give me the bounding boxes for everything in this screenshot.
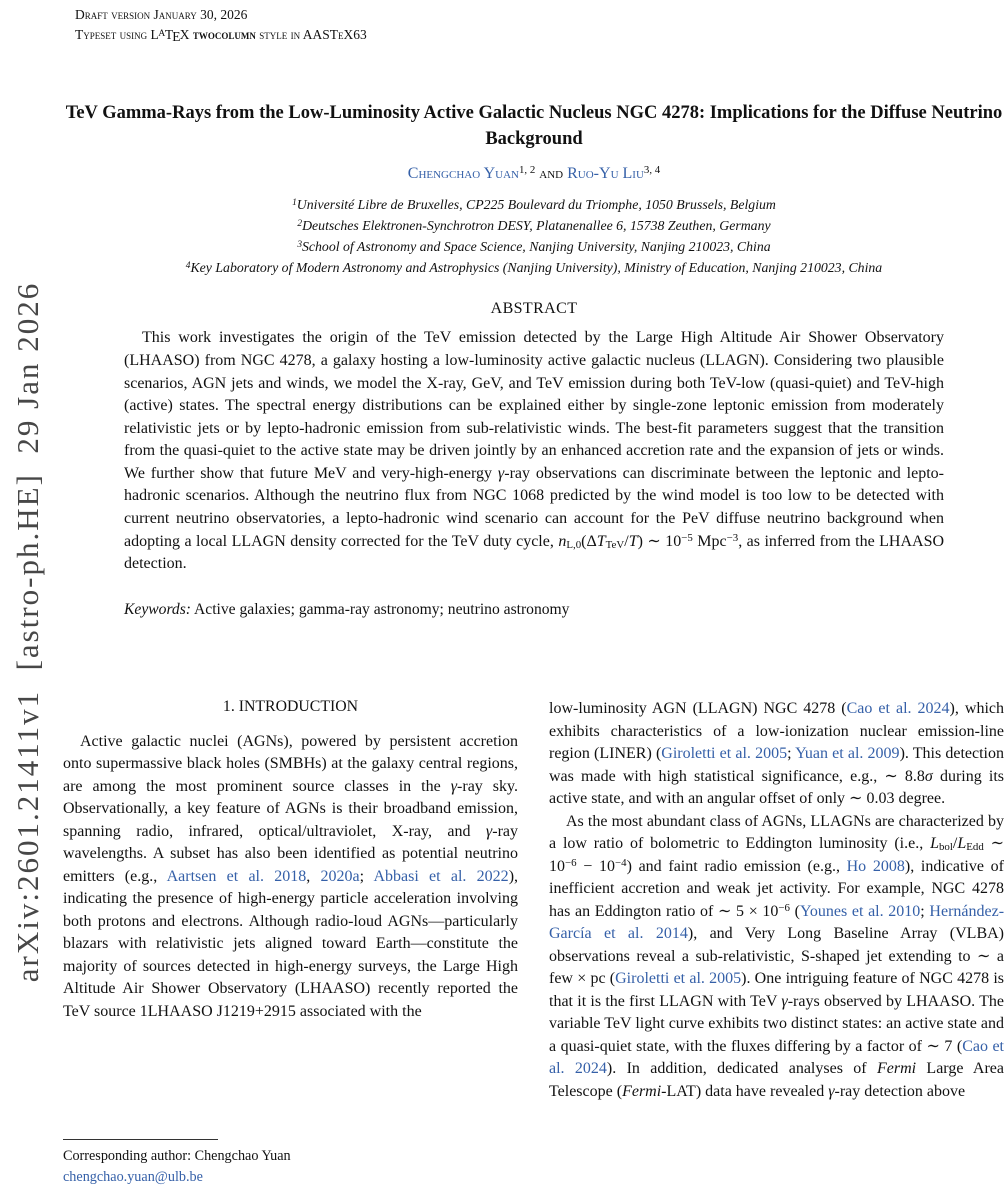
- text-segment: ). In addition, dedicated analyses of: [606, 1060, 877, 1077]
- text-segment: ,: [306, 867, 321, 885]
- keywords-line: [124, 601, 944, 619]
- text-segment: ∼ 10: [549, 835, 1004, 875]
- text-segment: ), indicative of inefficient accretion and weak jet activity. For example, NGC 4278 has an Eddington ratio of ∼ 5 × 10: [549, 857, 1004, 920]
- text-segment: L: [930, 835, 939, 852]
- text-segment: T: [596, 532, 606, 550]
- footnote-rule: [63, 1139, 218, 1140]
- author-line: [63, 165, 1005, 183]
- left-column: [63, 690, 518, 1200]
- text-segment: L: [957, 835, 967, 852]
- text-segment: T: [628, 532, 638, 550]
- text-segment: twocolumn: [192, 26, 256, 42]
- text-segment: School of Astronomy and Space Science, Nanjing University, Nanjing 210023, China: [302, 239, 771, 255]
- text-segment: (: [789, 902, 800, 920]
- text-segment: ;: [920, 902, 930, 920]
- two-column-body: [63, 690, 1005, 1200]
- text-segment: X: [179, 26, 193, 42]
- text-segment: Typeset using L: [75, 26, 159, 42]
- text-segment: ). One intriguing feature of NGC 4278 is that it is the first LLAGN with TeV: [549, 970, 1004, 1010]
- intro-paragraph-right-2: [549, 811, 1004, 1104]
- text-segment: As the most abundant class of AGNs, LLAGNs are characterized by a low ratio of bolometric to Eddington luminosity (i.e.,: [549, 812, 1004, 852]
- text-segment: Edd: [966, 841, 984, 854]
- citation-link[interactable]: Cao et al. 2024: [846, 700, 950, 717]
- affiliation-line: [63, 236, 1005, 257]
- citation-link[interactable]: Yuan et al. 2009: [795, 745, 900, 762]
- section-heading-introduction: 1. INTRODUCTION: [222, 698, 359, 715]
- text-segment: γ: [497, 464, 505, 482]
- draft-version-line: Draft version January 30, 2026: [75, 7, 248, 22]
- text-segment: -ray detection above: [834, 1082, 966, 1100]
- text-segment: n: [558, 532, 567, 550]
- text-segment: L,0: [566, 538, 582, 551]
- affiliation-line: [63, 194, 1005, 215]
- text-segment: -LAT) data have revealed: [661, 1082, 829, 1100]
- text-segment: σ: [924, 767, 933, 785]
- text-segment: /: [624, 532, 629, 550]
- typeset-line: [75, 24, 1005, 46]
- citation-link[interactable]: Younes et al. 2010: [799, 902, 921, 920]
- paper-title: TeV Gamma-Rays from the Low-Luminosity Active Galactic Nucleus NGC 4278: Implications for the Diffuse Neutrino Background: [65, 103, 1003, 149]
- citation-link[interactable]: Abbasi et al. 2022: [373, 867, 509, 885]
- text-segment: Key Laboratory of Modern Astronomy and Astrophysics (Nanjing University), Ministry of Education, Nanjing 210023, China: [190, 260, 883, 276]
- text-segment: ), which exhibits characteristics of a low-ionization nuclear emission-line region (LINER) (: [549, 700, 1004, 762]
- text-segment: −4: [614, 856, 627, 869]
- text-segment: Fermi: [622, 1082, 662, 1100]
- text-segment: -ray sky. Observationally, a key feature of AGNs is their broadband emission, spanning radio, infrared, optical/ultraviolet, X-ray, and: [63, 777, 518, 840]
- text-segment: Large Area Telescope (: [549, 1060, 1004, 1100]
- abstract-text: [124, 327, 944, 576]
- corresponding-author-label: Corresponding author: Chengchao Yuan: [63, 1148, 291, 1164]
- text-segment: Mpc: [692, 532, 727, 550]
- text-segment: -rays observed by LHAASO. The variable TeV light curve exhibits two distinct states: an active state and a quasi-quiet state, with the fluxes differing by a factor of ∼ 7 (: [549, 992, 1004, 1055]
- citation-link[interactable]: Giroletti et al. 2005: [615, 970, 742, 987]
- text-segment: γ: [485, 822, 493, 840]
- corresponding-author-note: [63, 1132, 518, 1188]
- text-segment: bol: [938, 841, 953, 854]
- text-segment: ;: [359, 867, 374, 885]
- text-segment: ), indicating the presence of high-energy particle acceleration involving both protons and electrons. Although radio-loud AGNs—particularly blazars with relativistic jets aligned toward Earth—constitute the majority of sources detected in high-energy surveys, the Large High Altitude Air Shower Observatory (LHAASO) recently reported the TeV source 1LHAASO J1219+2915 associated with the: [63, 867, 518, 1020]
- text-segment: − 10: [576, 857, 615, 875]
- keywords-label: Keywords:: [124, 600, 191, 618]
- intro-paragraph-right-1: [549, 698, 1004, 811]
- arxiv-watermark: arXiv:2601.21411v1 [astro-ph.HE] 29 Jan 2026: [10, 281, 45, 983]
- text-segment: ), and Very Long Baseline Array (VLBA) observations reveal a sub-relativistic, S-shaped jet extending to ∼ a few × pc (: [549, 925, 1004, 987]
- citation-link[interactable]: Ho 2008: [846, 857, 905, 875]
- text-segment: and: [535, 165, 568, 183]
- text-segment: γ: [450, 777, 458, 795]
- keywords-text: Active galaxies; gamma-ray astronomy; neutrino astronomy: [191, 600, 570, 618]
- text-segment: ) and faint radio emission (e.g.,: [626, 857, 847, 875]
- abstract-heading: ABSTRACT: [490, 300, 578, 318]
- text-segment: (Δ: [581, 532, 597, 550]
- text-segment: Deutsches Elektronen-Synchrotron DESY, Platanenallee 6, 15738 Zeuthen, Germany: [302, 218, 771, 234]
- text-segment: /: [952, 835, 958, 852]
- text-segment: −6: [778, 901, 790, 914]
- text-segment: γ: [781, 992, 788, 1010]
- text-segment: 4: [185, 261, 191, 272]
- text-segment: −6: [565, 856, 577, 869]
- text-segment: γ: [828, 1082, 835, 1100]
- text-segment: ;: [787, 745, 796, 762]
- text-segment: Ruo-Yu Liu: [567, 165, 644, 183]
- text-segment: 1: [292, 198, 297, 209]
- citation-link[interactable]: 2020a: [320, 867, 360, 885]
- text-segment: 1, 2: [518, 164, 536, 177]
- text-segment: Active galactic nuclei (AGNs), powered by persistent accretion onto supermassive black holes (SMBHs) at the galaxy central regions, are among the most prominent source classes in the: [63, 732, 518, 795]
- text-segment: TeV: [605, 538, 625, 551]
- text-segment: -ray wavelengths. A subset has also been identified as potential neutrino emitters (e.g.,: [63, 822, 518, 885]
- affiliation-list: [63, 194, 1005, 278]
- text-segment: −5: [681, 531, 693, 544]
- text-segment: ). This detection was made with high statistical significance, e.g., ∼ 8.8: [549, 745, 1004, 785]
- text-segment: 3: [297, 240, 302, 251]
- text-segment: This work investigates the origin of the TeV emission detected by the Large High Altitude Air Shower Observatory (LHAASO) from NGC 4278, a galaxy hosting a low-luminosity active galactic nucleus (LLAGN). Considering two plausible scenarios, AGN jets and winds, we model the X-ray, GeV, and TeV emission during both TeV-low (quasi-quiet) and TeV-high (active) states. The spectral energy distributions can be explained either by single-zone leptonic emission from moderately relativistic jets or by lepto-hadronic emission from sub-relativistic winds. The best-fit parameters suggest that the transition from the quasi-quiet to the active state may be driven jointly by an enhanced accretion rate and the expansion of jets or winds. We further show that future MeV and very-high-energy: [124, 329, 944, 482]
- text-segment: -ray observations can discriminate between the leptonic and lepto-hadronic scenarios. Although the neutrino flux from NGC 1068 predicted by the wind model is too low to be detected with current neutrino observatories, a lepto-hadronic wind scenario can account for the PeV diffuse neutrino background when adopting a local LLAGN density corrected for the TeV duty cycle,: [124, 464, 944, 550]
- text-segment: E: [172, 29, 181, 45]
- text-segment: style in AASTeX63: [255, 26, 367, 42]
- citation-link[interactable]: Aartsen et al. 2018: [166, 867, 307, 885]
- text-segment: T: [164, 26, 174, 42]
- citation-link[interactable]: Hernández-García et al. 2014: [549, 902, 1004, 942]
- affiliation-line: [63, 257, 1005, 278]
- email-link[interactable]: chengchao.yuan@ulb.be: [63, 1169, 203, 1185]
- text-segment: Chengchao Yuan: [407, 165, 519, 183]
- citation-link[interactable]: Giroletti et al. 2005: [661, 745, 788, 762]
- intro-paragraph-left: [63, 731, 518, 1024]
- text-segment: A: [158, 28, 166, 39]
- text-segment: during its active state, and with an angular offset of only ∼ 0.03 degree.: [549, 767, 1004, 807]
- right-column: [549, 690, 1004, 1200]
- citation-link[interactable]: Cao et al. 2024: [549, 1037, 1004, 1077]
- text-segment: low-luminosity AGN (LLAGN) NGC 4278 (: [549, 700, 847, 717]
- text-segment: 3, 4: [643, 164, 661, 177]
- text-segment: −3: [726, 531, 739, 544]
- affiliation-line: [63, 215, 1005, 236]
- draft-header: [75, 5, 1005, 46]
- text-segment: Fermi: [876, 1060, 917, 1077]
- text-segment: 2: [297, 219, 303, 230]
- text-segment: Université Libre de Bruxelles, CP225 Boulevard du Triomphe, 1050 Brussels, Belgium: [296, 197, 776, 213]
- text-segment: ) ∼ 10: [637, 532, 682, 550]
- text-segment: , as inferred from the LHAASO detection.: [124, 532, 945, 573]
